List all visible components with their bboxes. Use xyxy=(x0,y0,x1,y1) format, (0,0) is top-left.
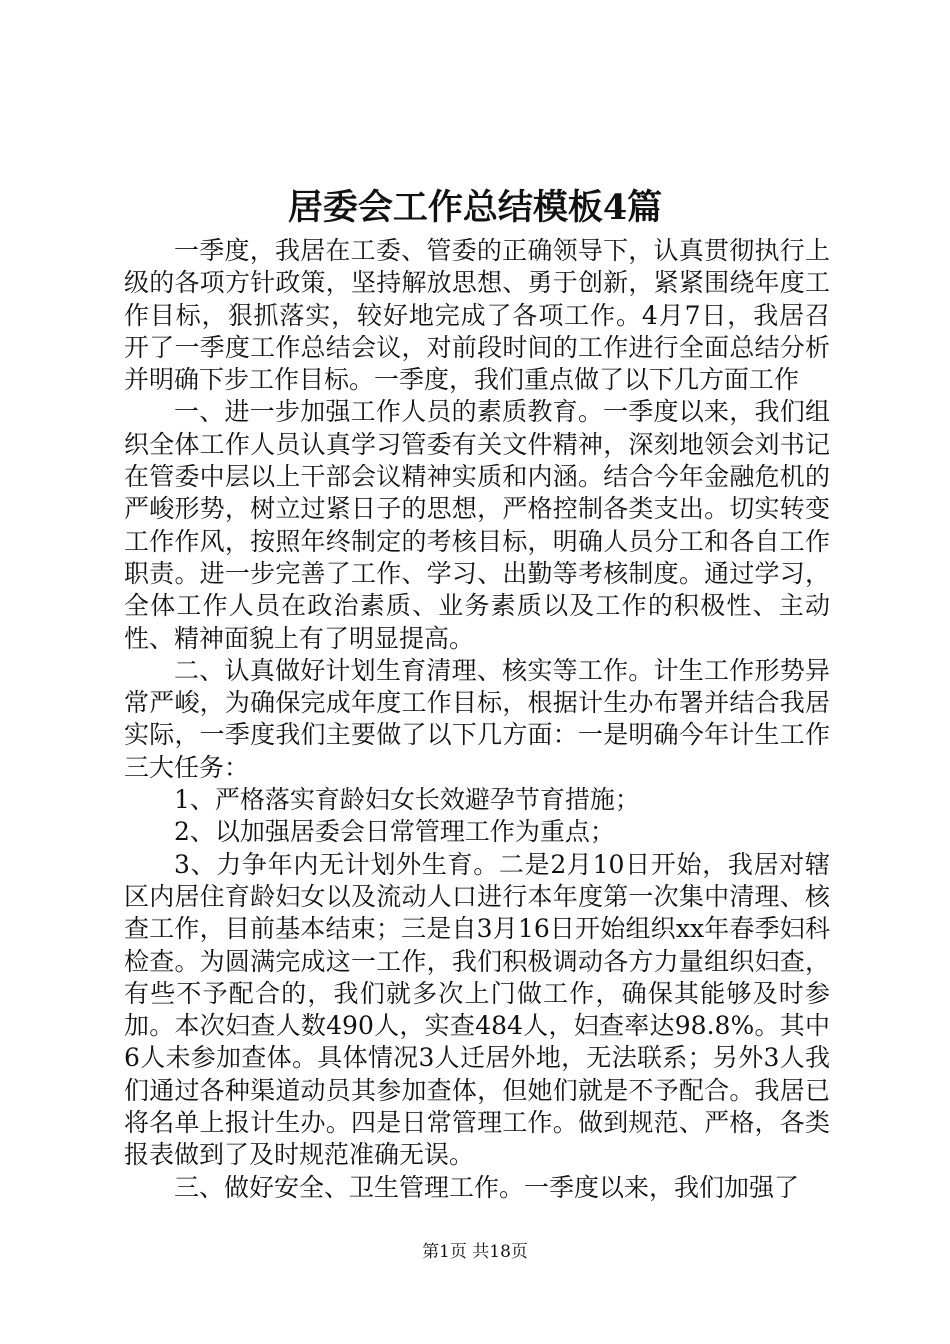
page-footer: 第1页 共18页 xyxy=(422,1242,528,1262)
document-body xyxy=(124,235,830,1204)
paragraph-task-1: 1、严格落实育龄妇女长效避孕节育措施； xyxy=(174,785,640,815)
paragraph-section-1: 一、进一步加强工作人员的素质教育。一季度以来，我们组织全体工作人员认真学习管委有关文件精神，深刻地领会刘书记在管委中层以上干部会议精神实质和内涵。结合今年金融危机的严峻形势，树立过紧日子的思想，严格控制各类支出。切实转变工作作风，按照年终制定的考核目标，明确人员分工和各自工作职责。进一步完善了工作、学习、出勤等考核制度。通过学习，全体工作人员在政治素质、业务素质以及工作的积极性、主动性、精神面貌上有了明显提高。 xyxy=(124,397,830,653)
paragraph-task-3: 3、力争年内无计划外生育。二是2月10日开始，我居对辖区内居住育龄妇女以及流动人口进行本年度第一次集中清理、核查工作，目前基本结束；三是自3月16日开始组织xx年春季妇科检查。为圆满完成这一工作，我们积极调动各方力量组织妇查，有些不予配合的，我们就多次上门做工作，确保其能够及时参加。本次妇查人数490人，实查484人，妇查率达98.8%。其中6人未参加查体。具体情况3人迁居外地，无法联系；另外3人我们通过各种渠道动员其参加查体，但她们就是不予配合。我居已将名单上报计生办。四是日常管理工作。做到规范、严格，各类报表做到了及时规范准确无误。 xyxy=(124,849,830,1170)
document-title: 居委会工作总结模板4篇 xyxy=(287,187,663,228)
paragraph-section-3: 三、做好安全、卫生管理工作。一季度以来，我们加强了 xyxy=(174,1172,800,1202)
paragraph-task-2: 2、以加强居委会日常管理工作为重点； xyxy=(174,817,615,847)
paragraph-intro: 一季度，我居在工委、管委的正确领导下，认真贯彻执行上级的各项方针政策，坚持解放思想、勇于创新，紧紧围绕年度工作目标，狠抓落实，较好地完成了各项工作。4月7日，我居召开了一季度工作总结会议，对前段时间的工作进行全面总结分析并明确下步工作目标。一季度，我们重点做了以下几方面工作 xyxy=(124,236,830,395)
paragraph-section-2: 二、认真做好计划生育清理、核实等工作。计生工作形势异常严峻，为确保完成年度工作目标，根据计生办布署并结合我居实际，一季度我们主要做了以下几方面：一是明确今年计生工作三大任务： xyxy=(124,655,830,782)
